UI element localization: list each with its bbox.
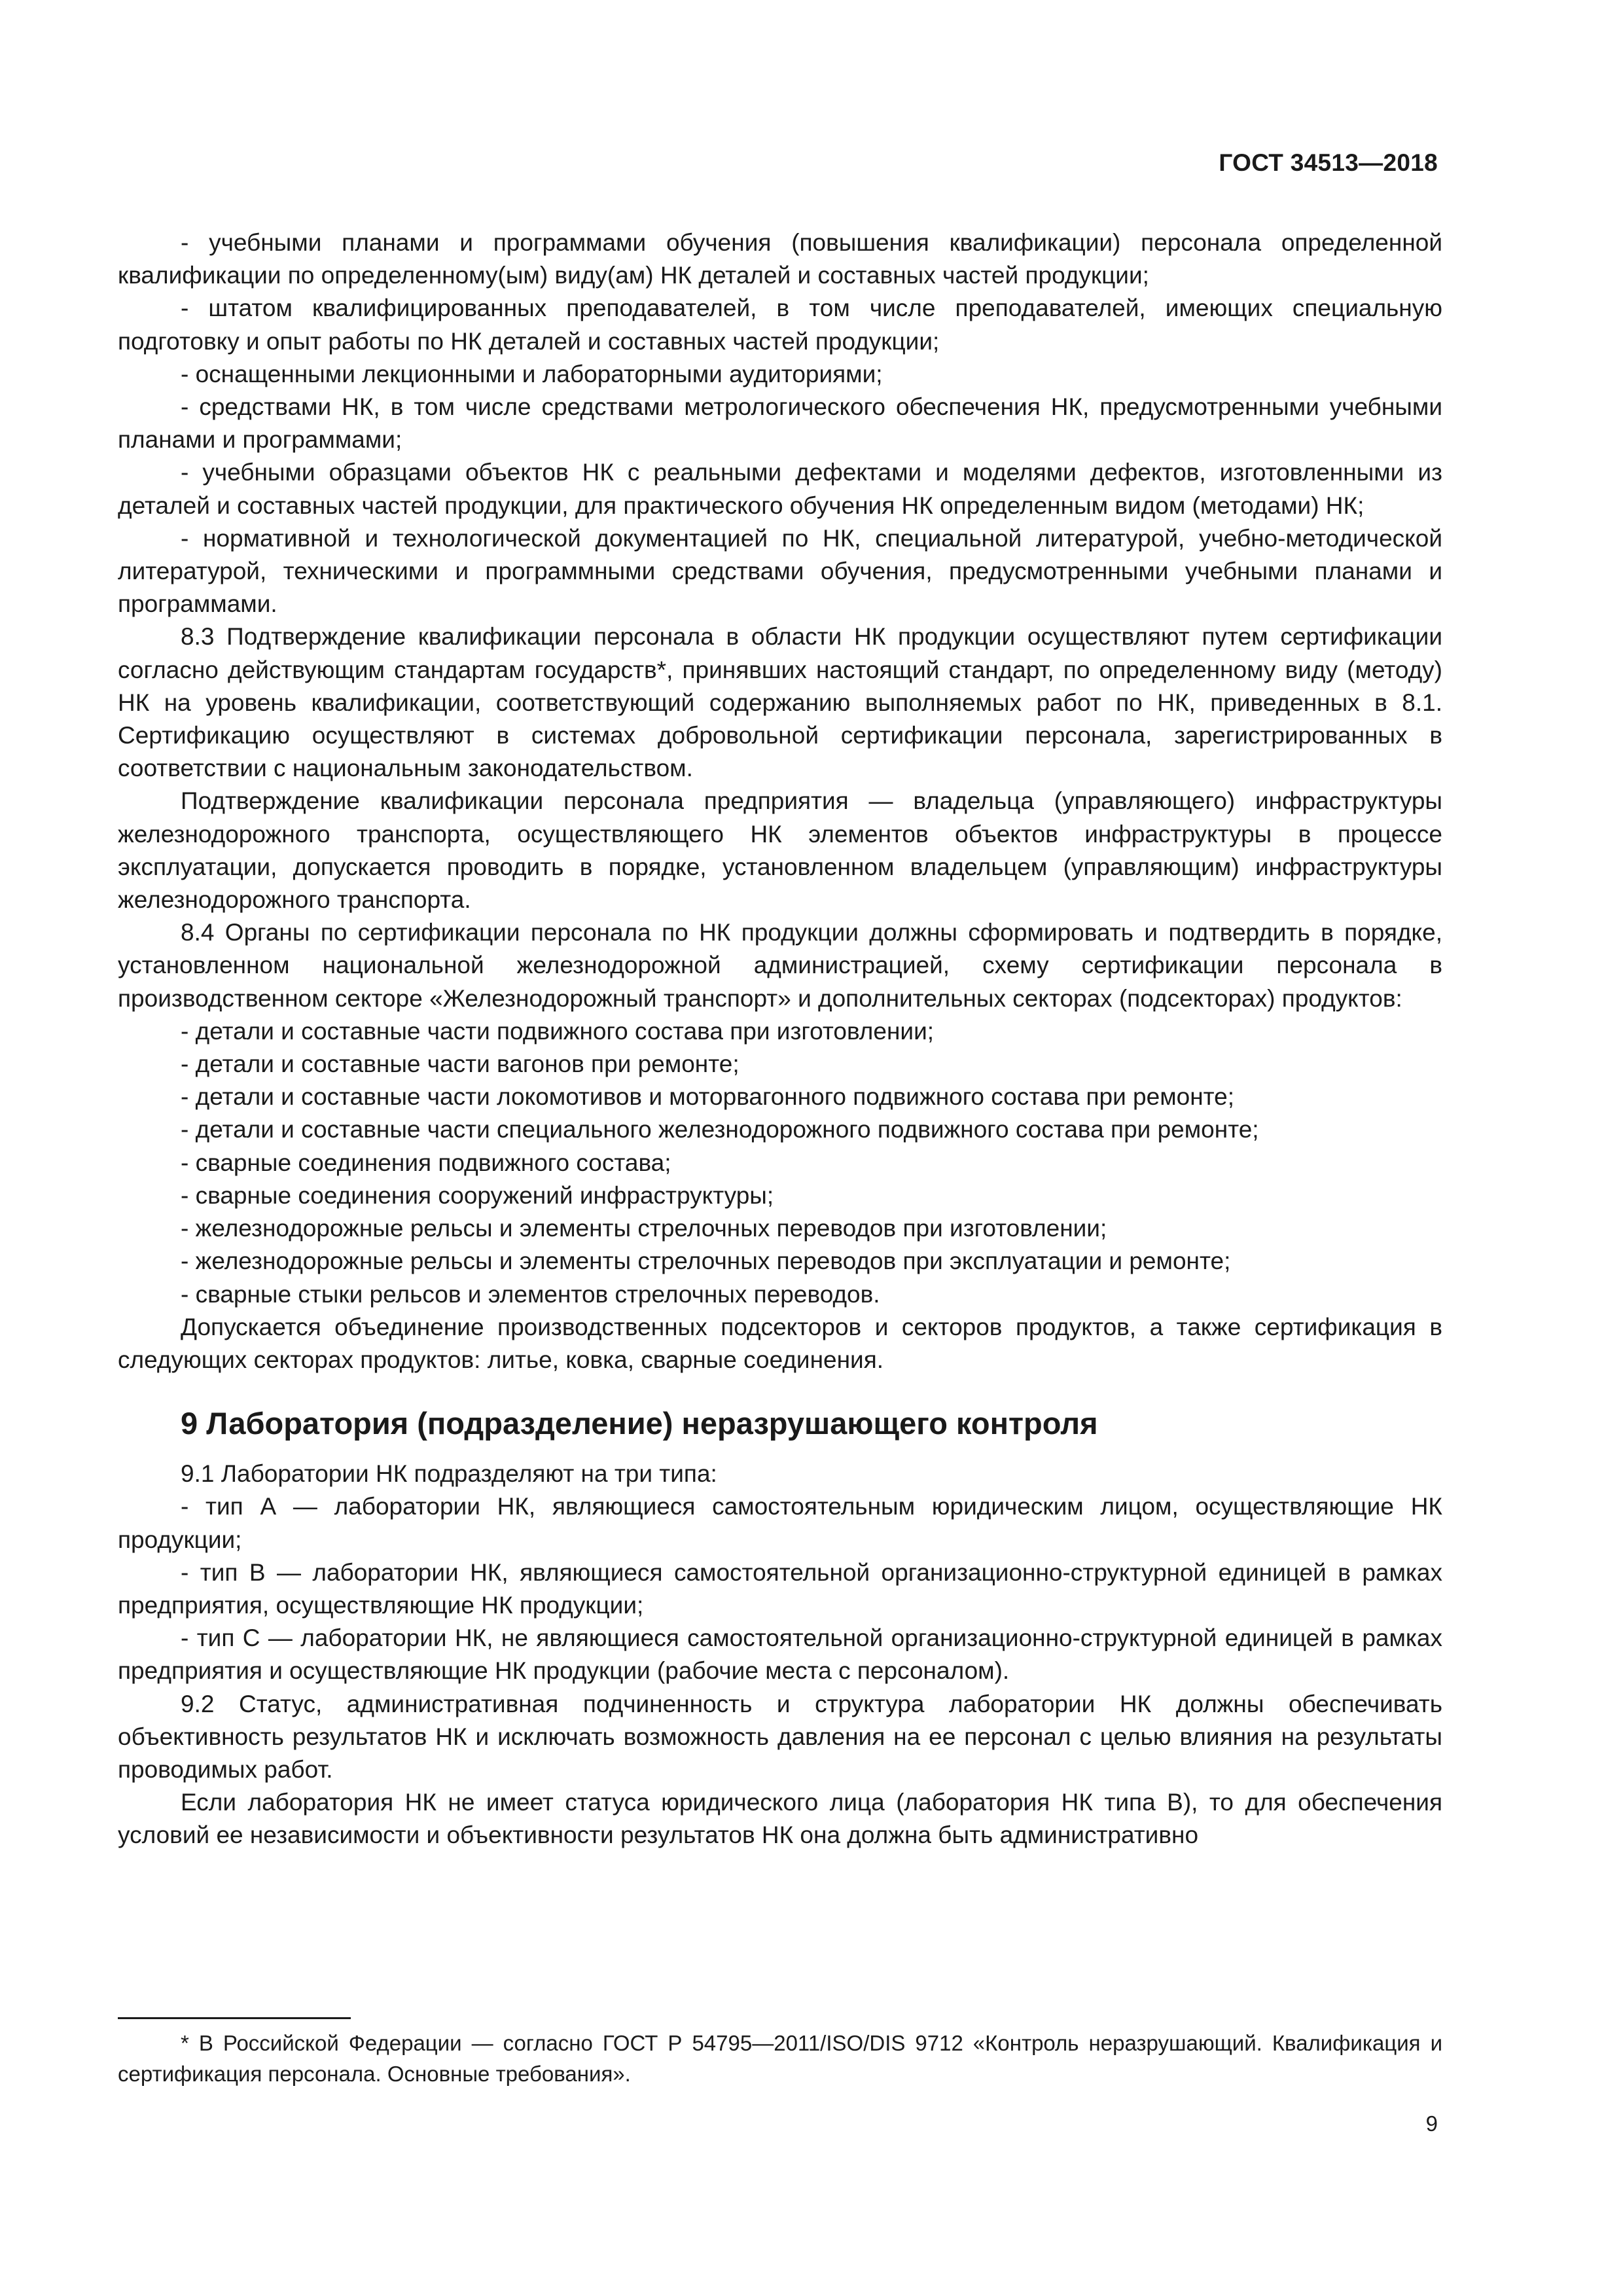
list-item: - учебными планами и программами обучения (повышения квалификации) персонала определенной квалификации по определенному(ым) виду(ам) НК деталей и составных частей продукции;: [118, 229, 1442, 289]
list-item: - сварные соединения сооружений инфраструктуры;: [181, 1181, 774, 1209]
list-item: - сварные соединения подвижного состава;: [181, 1149, 671, 1176]
list-item: - нормативной и технологической документацией по НК, специальной литературой, учебно-методической литературой, техническими и программными средствами обучения, предусмотренными учебными планами и программами.: [118, 524, 1442, 618]
paragraph-8-3-continued: Подтверждение квалификации персонала предприятия — владельца (управляющего) инфраструктуры железнодорожного транспорта, осуществляющего НК элементов объектов инфраструктуры в процессе эксплуатации, допускается проводить в порядке, установленном владельцем (управляющим) инфраструктуры железнодорожного транспорта.: [118, 787, 1442, 914]
paragraph-8-4: 8.4 Органы по сертификации персонала по НК продукции должны сформировать и подтвердить в порядке, установленном национальной железнодорожной администрацией, схему сертификации персонала в производственном секторе «Железнодорожный транспорт» и дополнительных секторах (подсекторах) продуктов:: [118, 919, 1442, 1012]
list-item: - железнодорожные рельсы и элементы стрелочных переводов при изготовлении;: [181, 1215, 1107, 1242]
paragraph-9-1: 9.1 Лаборатории НК подразделяют на три типа:: [181, 1460, 717, 1488]
section-heading: 9 Лаборатория (подразделение) неразрушающего контроля: [181, 1406, 1098, 1441]
paragraph-8-4-continued: Допускается объединение производственных подсекторов и секторов продуктов, а также сертификация в следующих секторах продуктов: литье, ковка, сварные соединения.: [118, 1313, 1442, 1373]
list-item: - детали и составные части подвижного состава при изготовлении;: [181, 1017, 935, 1045]
page-number: 9: [1425, 2111, 1438, 2136]
list-item: - оснащенными лекционными и лабораторными аудиториями;: [181, 360, 883, 387]
list-item: - детали и составные части специального железнодорожного подвижного состава при ремонте;: [181, 1116, 1259, 1143]
list-item: - детали и составные части локомотивов и моторвагонного подвижного состава при ремонте;: [181, 1083, 1235, 1111]
list-item: - тип В — лаборатории НК, являющиеся самостоятельной организационно-структурной единицей в рамках предприятия, осуществляющие НК продукции;: [118, 1558, 1442, 1619]
list-item: - учебными образцами объектов НК с реальными дефектами и моделями дефектов, изготовленными из деталей и составных частей продукции, для практического обучения НК определенным видом (методами) НК;: [118, 459, 1442, 519]
footnote-divider: [118, 2017, 351, 2019]
body-text: [118, 226, 1442, 1852]
list-item: - штатом квалифицированных преподавателей, в том числе преподавателей, имеющих специальную подготовку и опыт работы по НК деталей и составных частей продукции;: [118, 295, 1442, 355]
list-item: - железнодорожные рельсы и элементы стрелочных переводов при эксплуатации и ремонте;: [181, 1247, 1231, 1275]
list-item: - тип А — лаборатории НК, являющиеся самостоятельным юридическим лицом, осуществляющие НК продукции;: [118, 1493, 1442, 1553]
paragraph-8-3: 8.3 Подтверждение квалификации персонала в области НК продукции осуществляют путем сертификации согласно действующим стандартам государств*, принявших настоящий стандарт, по определенному виду (методу) НК на уровень квалификации, соответствующий содержанию выполняемых работ по НК, приведенных в 8.1. Сертификацию осуществляют в системах добровольной сертификации персонала, зарегистрированных в соответствии с национальным законодательством.: [118, 623, 1442, 782]
paragraph-9-2: 9.2 Статус, административная подчиненность и структура лаборатории НК должны обеспечивать объективность результатов НК и исключать возможность давления на ее персонал с целью влияния на результаты проводимых работ.: [118, 1690, 1442, 1783]
list-item: - детали и составные части вагонов при ремонте;: [181, 1050, 740, 1078]
list-item: - сварные стыки рельсов и элементов стрелочных переводов.: [181, 1280, 880, 1308]
footnote: * В Российской Федерации — согласно ГОСТ Р 54795—2011/ISO/DIS 9712 «Контроль неразрушающий. Квалификация и сертификация персонала. Основные требования».: [118, 2031, 1442, 2086]
list-item: - тип С — лаборатории НК, не являющиеся самостоятельной организационно-структурной единицей в рамках предприятия и осуществляющие НК продукции (рабочие места с персоналом).: [118, 1624, 1442, 1685]
document-code: ГОСТ 34513—2018: [1219, 149, 1438, 176]
paragraph-9-2-continued: Если лаборатория НК не имеет статуса юридического лица (лаборатория НК типа В), то для обеспечения условий ее независимости и объективности результатов НК она должна быть административно: [118, 1789, 1442, 1849]
list-item: - средствами НК, в том числе средствами метрологического обеспечения НК, предусмотренными учебными планами и программами;: [118, 393, 1442, 454]
